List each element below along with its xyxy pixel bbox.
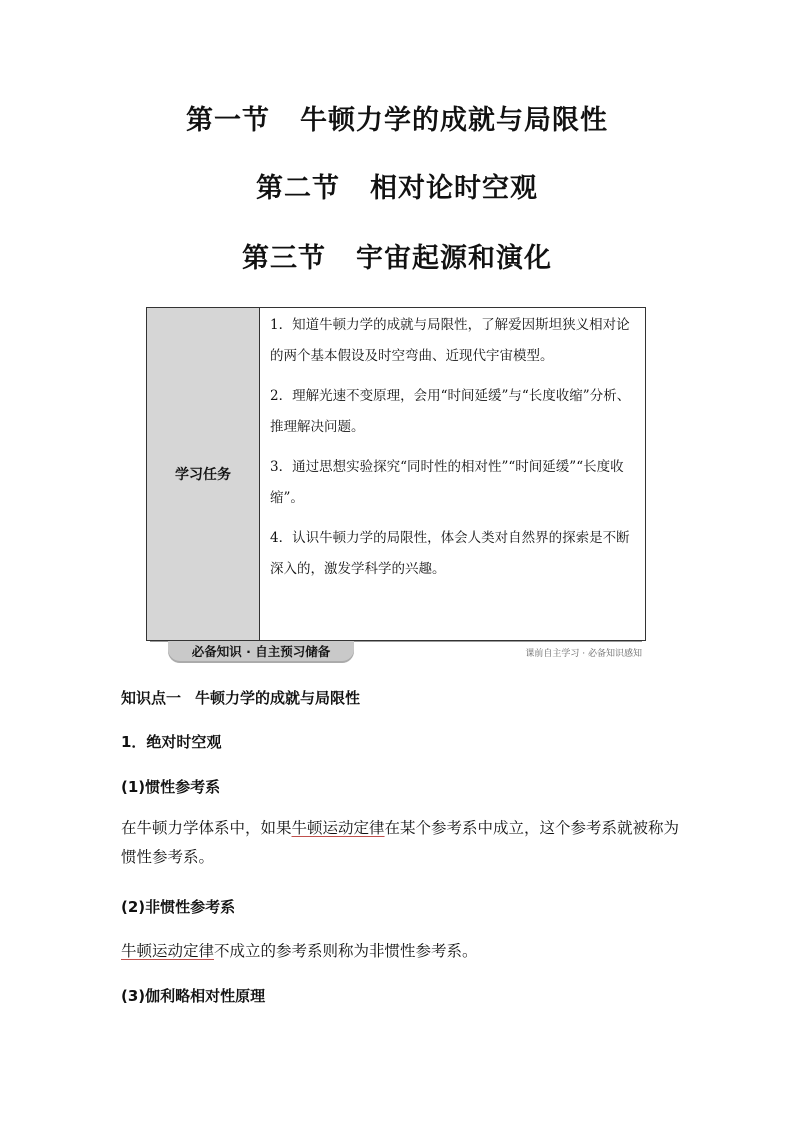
subsection-heading: (1)惯性参考系 — [121, 778, 221, 796]
subsection-heading: (3)伽利略相对性原理 — [121, 987, 266, 1005]
learning-tasks-list — [260, 308, 645, 640]
learning-tasks-table — [146, 307, 646, 641]
knowledge-point-title: 牛顿力学的成就与局限性 — [195, 689, 361, 707]
paragraph-text: 不成立的参考系则称为非惯性参考系。 — [214, 942, 478, 960]
section-title-text: 牛顿力学的成就与局限性 — [300, 105, 608, 136]
section-banner — [150, 641, 642, 665]
section-title-3 — [0, 236, 794, 275]
paragraph-text: 在某个参考系中成立，这个参考系就被称为惯性参考系。 — [121, 819, 680, 866]
knowledge-point-number: 知识点一 — [121, 689, 182, 707]
section-number: 第二节 — [256, 173, 340, 204]
banner-tab: 必备知识 · 自主预习储备 — [168, 641, 354, 663]
underlined-term: 牛顿运动定律 — [291, 819, 385, 837]
subsection-heading: 1．绝对时空观 — [121, 733, 222, 751]
paragraph — [121, 814, 681, 872]
task-item: 4．认识牛顿力学的局限性，体会人类对自然界的探索是不断深入的，激发学科学的兴趣。 — [270, 530, 630, 577]
task-item: 1．知道牛顿力学的成就与局限性，了解爱因斯坦狭义相对论的两个基本假设及时空弯曲、近现代宇宙模型。 — [270, 317, 630, 364]
section-title-text: 相对论时空观 — [370, 173, 538, 204]
task-item: 2．理解光速不变原理，会用“时间延缓”与“长度收缩”分析、推理解决问题。 — [270, 388, 631, 435]
task-item: 3．通过思想实验探究“同时性的相对性”“时间延缓”“长度收缩”。 — [270, 459, 624, 506]
paragraph-text: 在牛顿力学体系中，如果 — [121, 819, 292, 837]
section-number: 第三节 — [242, 243, 326, 274]
knowledge-point-heading — [121, 687, 681, 708]
learning-tasks-label: 学习任务 — [147, 308, 260, 640]
subsection-heading: (2)非惯性参考系 — [121, 898, 236, 916]
section-title-text: 宇宙起源和演化 — [356, 243, 552, 274]
paragraph — [121, 937, 681, 966]
section-title-2 — [0, 166, 794, 205]
banner-subtitle: 课前自主学习 · 必备知识感知 — [525, 649, 642, 659]
section-title-1 — [0, 98, 794, 137]
section-number: 第一节 — [186, 105, 270, 136]
underlined-term: 牛顿运动定律 — [121, 942, 215, 960]
